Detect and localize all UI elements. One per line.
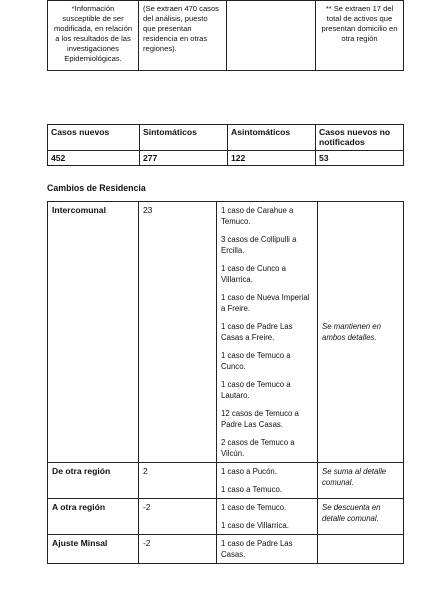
table-row [48, 535, 404, 564]
detail-line: 1 caso de Cunco a Villarrica. [221, 264, 287, 284]
summary-table [47, 124, 404, 166]
row-count: -2 [139, 499, 217, 535]
row-details [217, 499, 318, 535]
detail-line: 2 casos de Temuco a Vilcún. [221, 438, 295, 458]
note-extracted-cases-cell: (Se extraen 470 casos del análisis, puesto que presentan residencia en otras regiones). [139, 1, 227, 71]
row-label: A otra región [48, 499, 139, 535]
row-count: 2 [139, 463, 217, 499]
section-title: Cambios de Residencia [47, 183, 146, 193]
notes-row [48, 1, 404, 71]
value-no-notificados: 53 [316, 151, 404, 166]
detail-line: 3 casos de Collipulli a Ercilla. [221, 235, 297, 255]
detail-line: 1 caso a Pucón. [221, 467, 277, 476]
row-details [217, 202, 318, 463]
row-label: Ajuste Minsal [48, 535, 139, 564]
value-sintomaticos: 277 [140, 151, 228, 166]
row-note [318, 535, 404, 564]
detail-line: 1 caso de Carahue a Temuco. [221, 206, 294, 226]
residence-table [47, 201, 404, 564]
note-empty-cell [227, 1, 316, 71]
row-note: Se suma al detalle comunal. [318, 463, 404, 499]
table-row [48, 202, 404, 463]
value-asintomaticos: 122 [228, 151, 316, 166]
detail-line: 1 caso de Temuco. [221, 503, 287, 512]
row-label: De otra región [48, 463, 139, 499]
value-casos-nuevos: 452 [48, 151, 140, 166]
row-details [217, 535, 318, 564]
row-details [217, 463, 318, 499]
header-sintomaticos: Sintomáticos [140, 125, 228, 151]
row-note: Se descuenta en detalle comunal. [318, 499, 404, 535]
detail-line: 1 caso de Villarrica. [221, 521, 289, 530]
row-label: Intercomunal [48, 202, 139, 463]
summary-header-row [48, 125, 404, 151]
table-row [48, 463, 404, 499]
note-info-cell: *Información susceptible de ser modificada, en relación a los resultados de las investigaciones Epidemiológicas. [48, 1, 139, 71]
detail-line: 1 caso de Temuco a Lautaro. [221, 380, 291, 400]
table-row [48, 499, 404, 535]
row-count: 23 [139, 202, 217, 463]
detail-line: 12 casos de Temuco a Padre Las Casas. [221, 409, 299, 429]
note-active-cases-cell: ** Se extraen 17 del total de activos que presentan domicilio en otra región [316, 1, 404, 71]
row-note: Se mantienen en ambos detalles. [318, 202, 404, 463]
detail-line: 1 caso a Temuco. [221, 485, 282, 494]
detail-line: 1 caso de Temuco a Cunco. [221, 351, 291, 371]
header-no-notificados: Casos nuevos no notificados [316, 125, 404, 151]
row-count: -2 [139, 535, 217, 564]
detail-line: 1 caso de Padre Las Casas. [221, 539, 293, 559]
notes-table [47, 0, 404, 71]
header-casos-nuevos: Casos nuevos [48, 125, 140, 151]
summary-value-row [48, 151, 404, 166]
header-asintomaticos: Asintomáticos [228, 125, 316, 151]
detail-line: 1 caso de Nueva Imperial a Freire. [221, 293, 310, 313]
detail-line: 1 caso de Padre Las Casas a Freire. [221, 322, 293, 342]
